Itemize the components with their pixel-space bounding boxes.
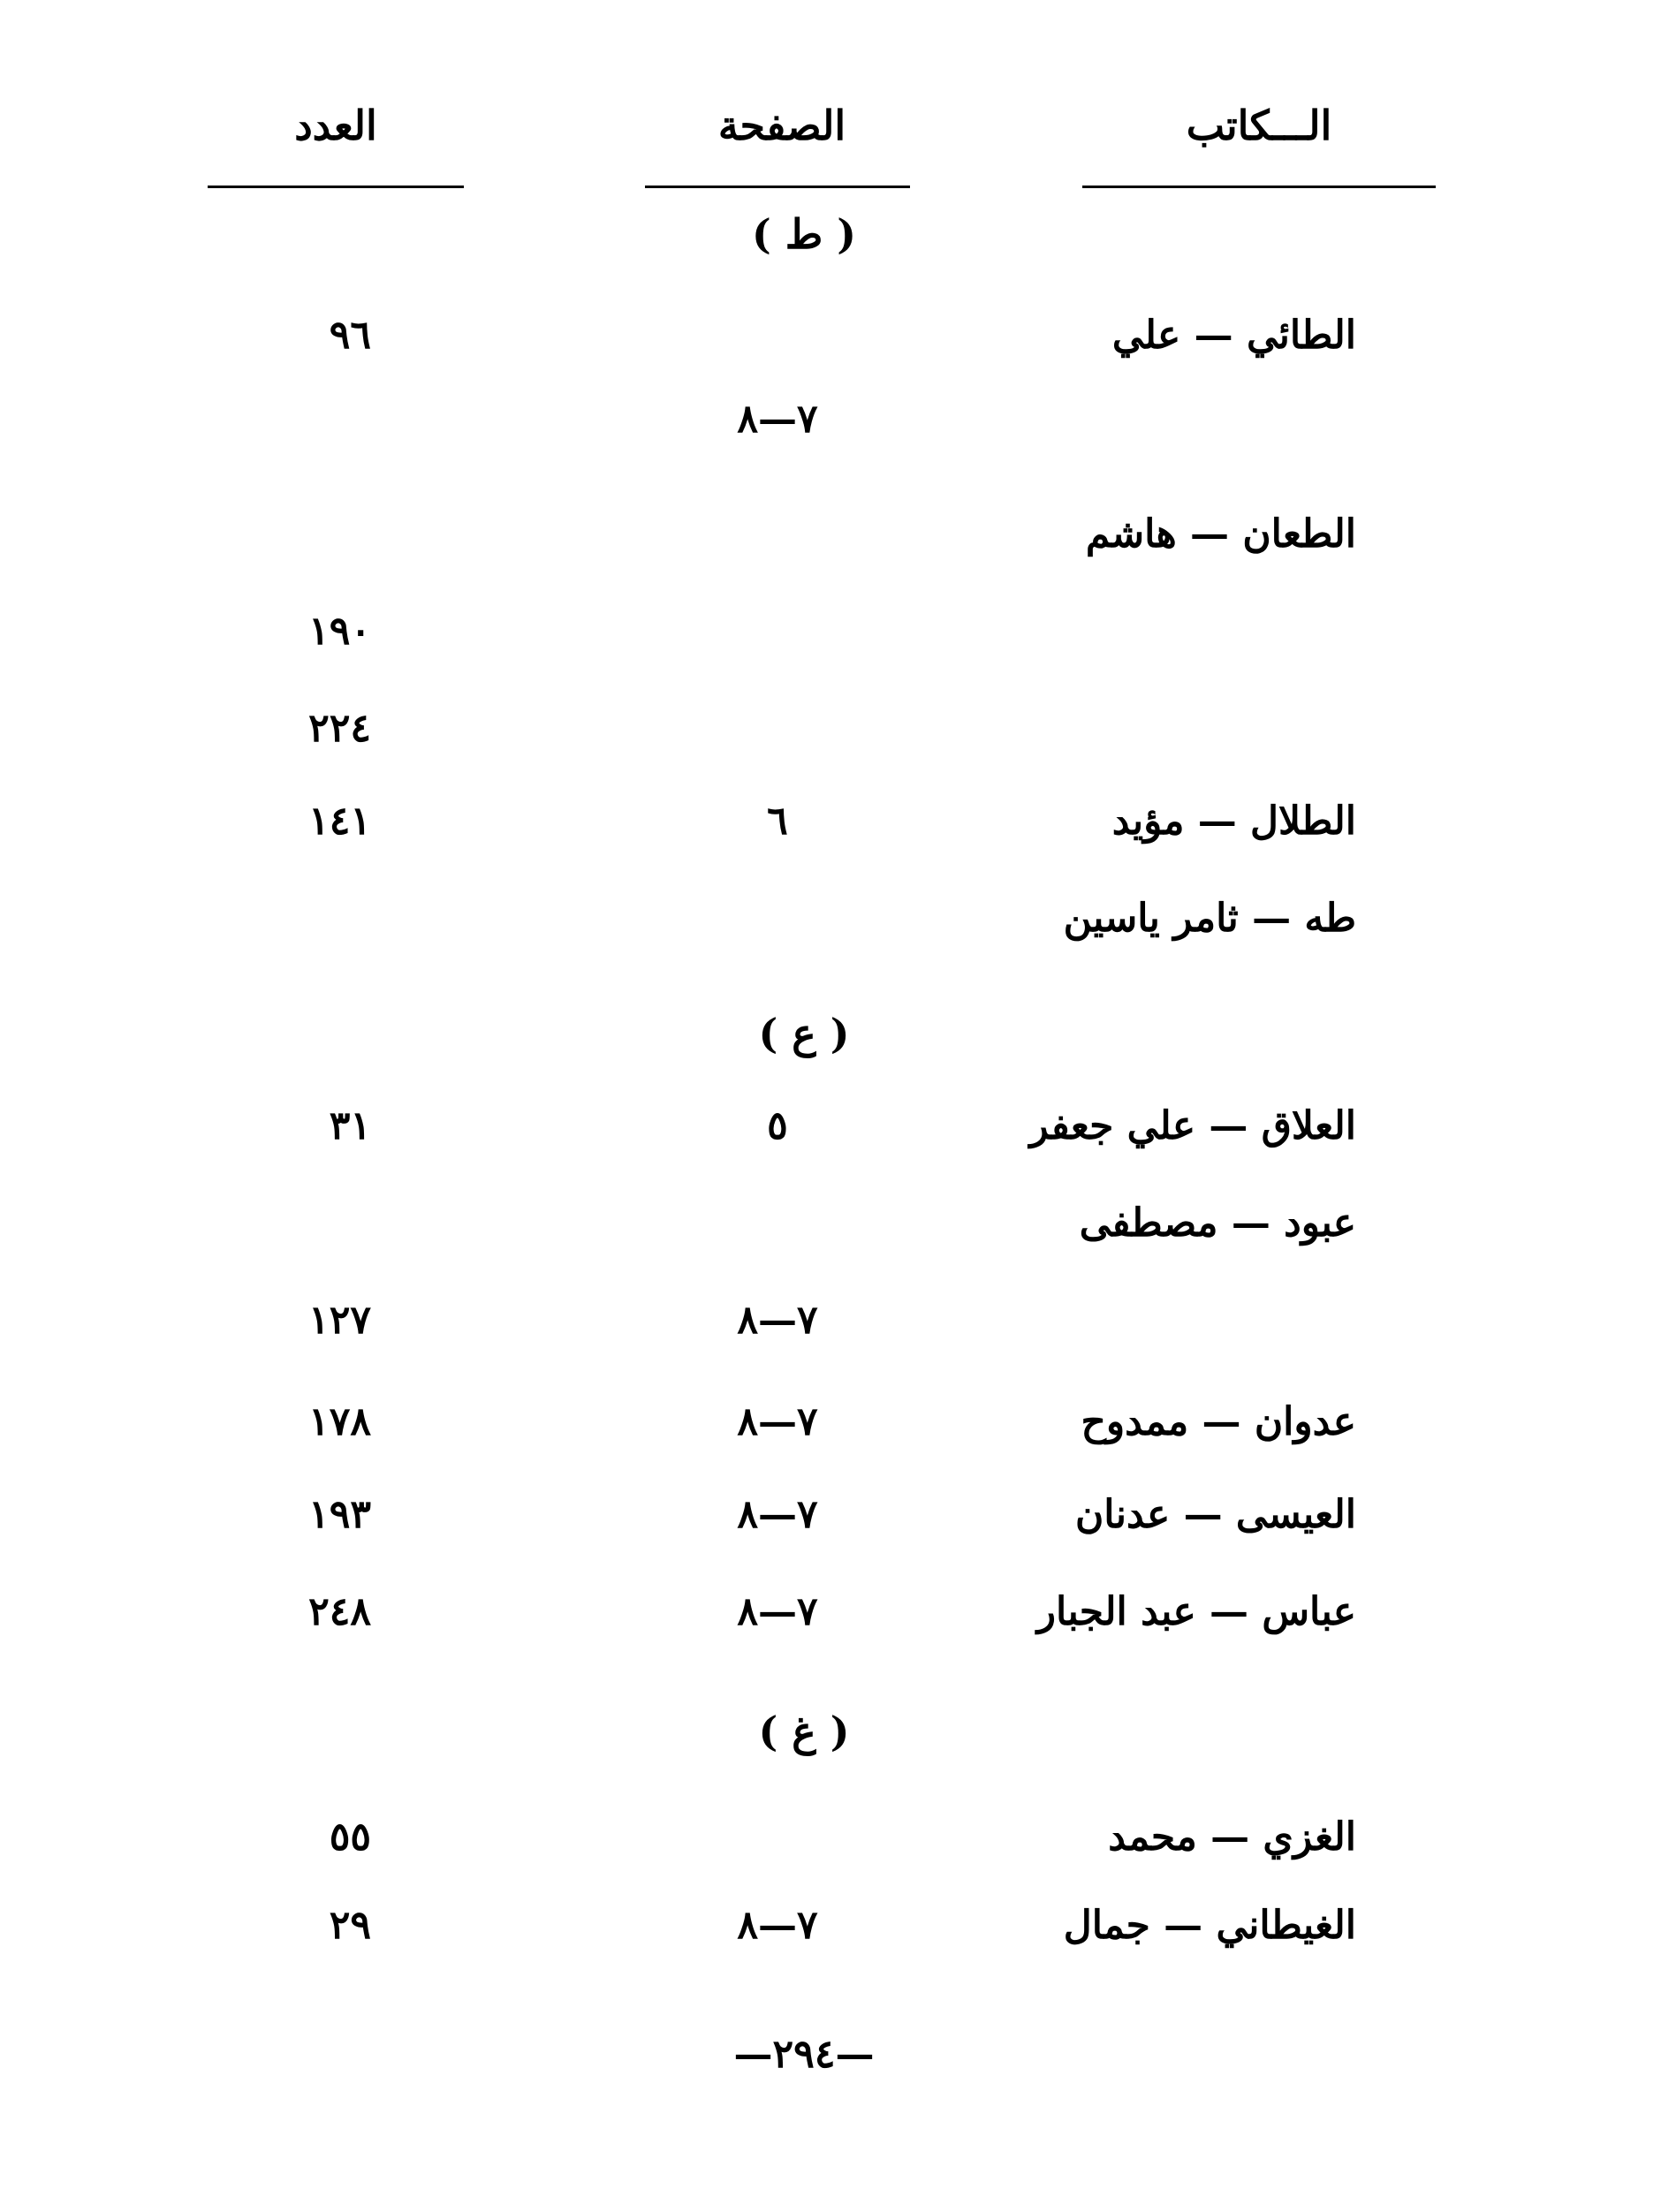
index-row — [0, 1290, 1661, 1352]
index-row — [0, 389, 1661, 451]
writer-name: العيسى — عدنان — [1074, 1492, 1356, 1537]
writer-name: الغيطاني — جمال — [1063, 1903, 1356, 1948]
index-row — [0, 1391, 1661, 1453]
writer-name: الطلال — مؤيد — [1111, 799, 1356, 844]
writer-name: الطائي — علي — [1111, 313, 1356, 358]
header-issue: العدد — [294, 102, 377, 149]
section-heading: ( ع ) — [758, 1010, 850, 1057]
index-row — [0, 1895, 1661, 1957]
page-number: —٢٩٤— — [733, 2032, 875, 2077]
issue-number: ٥٥ — [329, 1814, 371, 1860]
issue-number: ٢٢٤ — [308, 706, 371, 751]
index-row — [0, 888, 1661, 950]
header-writer-rule — [1082, 186, 1436, 188]
index-row — [0, 791, 1661, 852]
index-row — [0, 504, 1661, 565]
page-ref: ٥ — [767, 1103, 788, 1148]
issue-number: ١٢٧ — [308, 1298, 371, 1343]
writer-name: الغزي — محمد — [1108, 1814, 1356, 1860]
writer-name: الطعان — هاشم — [1085, 511, 1356, 557]
page-ref: ٧—٨ — [737, 1298, 818, 1343]
page-ref: ٦ — [767, 799, 788, 844]
page-ref: ٧—٨ — [737, 1903, 818, 1948]
issue-number: ١٤١ — [308, 799, 371, 844]
header-page: الصفحة — [717, 102, 846, 149]
index-row — [0, 601, 1661, 663]
issue-number: ١٧٨ — [308, 1399, 371, 1444]
page-ref: ٧—٨ — [737, 1492, 818, 1537]
issue-number: ٢٩ — [329, 1903, 371, 1948]
page-ref: ٧—٨ — [737, 1589, 818, 1634]
section-heading: ( غ ) — [758, 1708, 850, 1755]
writer-name: طه — ثامر ياسين — [1063, 896, 1356, 941]
issue-number: ٩٦ — [329, 313, 371, 358]
header-issue-rule — [208, 186, 464, 188]
index-row — [0, 1581, 1661, 1643]
header-writer: الـــكاتب — [1186, 102, 1332, 149]
writer-name: عدوان — ممدوح — [1081, 1399, 1356, 1444]
writer-name: العلاق — علي جعفر — [1029, 1103, 1356, 1148]
header-page-rule — [645, 186, 910, 188]
page-ref: ٧—٨ — [737, 1399, 818, 1444]
index-row — [0, 1484, 1661, 1546]
index-row — [0, 1807, 1661, 1868]
issue-number: ١٩٠ — [308, 609, 371, 654]
writer-name: عبود — مصطفى — [1079, 1201, 1356, 1246]
index-row — [0, 1193, 1661, 1254]
page-ref: ٧—٨ — [737, 397, 818, 442]
index-row — [0, 1095, 1661, 1157]
issue-number: ٣١ — [329, 1103, 371, 1148]
section-heading: ( ط ) — [751, 210, 857, 258]
issue-number: ٢٤٨ — [308, 1589, 371, 1634]
index-row — [0, 305, 1661, 367]
issue-number: ١٩٣ — [308, 1492, 371, 1537]
writer-name: عباس — عبد الجبار — [1036, 1589, 1356, 1634]
index-row — [0, 698, 1661, 760]
